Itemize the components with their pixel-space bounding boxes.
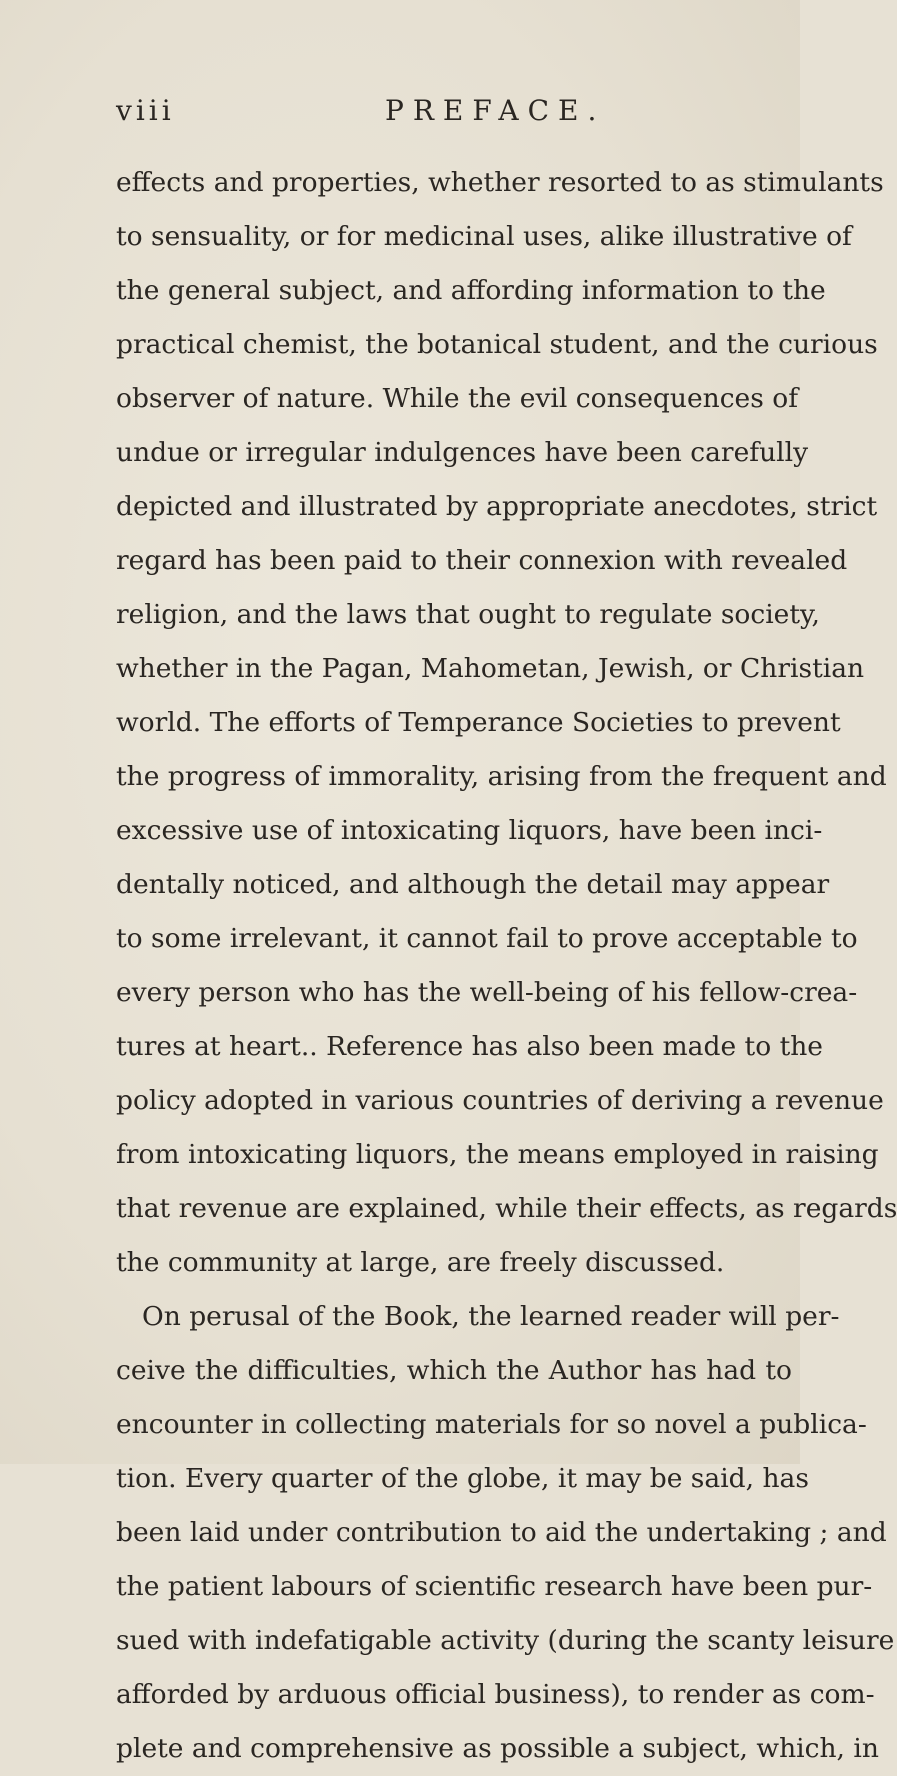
paragraph-start-line: On perusal of the Book, the learned reader will per- [142,1301,840,1332]
text-line: every person who has the well-being of his fellow-crea- [116,977,858,1008]
text-line: to sensuality, or for medicinal uses, alike illustrative of [116,221,852,252]
text-line: that revenue are explained, while their effects, as regards [116,1193,897,1224]
text-line: dentally noticed, and although the detail may appear [116,869,830,900]
text-line: ceive the difficulties, which the Author has had to [116,1355,792,1386]
text-line: whether in the Pagan, Mahometan, Jewish, or Christian [116,653,865,684]
text-line: effects and properties, whether resorted to as stimulants [116,167,884,198]
text-line: religion, and the laws that ought to regulate society, [116,599,820,630]
body-text [116,156,897,1776]
text-line: world. The efforts of Temperance Societies to prevent [116,707,841,738]
text-line: the general subject, and affording information to the [116,275,826,306]
text-line: sued with indefatigable activity (during the scanty leisure [116,1625,895,1656]
text-line: plete and comprehensive as possible a subject, which, in [116,1733,879,1764]
paragraph-end-line: the community at large, are freely discussed. [116,1247,725,1278]
text-line: excessive use of intoxicating liquors, have been inci- [116,815,823,846]
text-line: been laid under contribution to aid the undertaking ; and [116,1517,887,1548]
text-line: encounter in collecting materials for so novel a publica- [116,1409,867,1440]
text-line: depicted and illustrated by appropriate anecdotes, strict [116,491,878,522]
text-line: from intoxicating liquors, the means employed in raising [116,1139,879,1170]
text-line: afforded by arduous official business), to render as com- [116,1679,875,1710]
text-line: regard has been paid to their connexion with revealed [116,545,848,576]
text-line: tures at heart.. Reference has also been made to the [116,1031,823,1062]
text-line: the patient labours of scientific research have been pur- [116,1571,873,1602]
text-line: observer of nature. While the evil consequences of [116,383,799,414]
text-line: undue or irregular indulgences have been carefully [116,437,809,468]
text-line: the progress of immorality, arising from the frequent and [116,761,887,792]
page-number: viii [116,94,175,127]
running-head: PREFACE. [385,94,606,127]
text-line: practical chemist, the botanical student, and the curious [116,329,878,360]
text-line: policy adopted in various countries of deriving a revenue [116,1085,884,1116]
text-line: tion. Every quarter of the globe, it may be said, has [116,1463,809,1494]
text-line: to some irrelevant, it cannot fail to prove acceptable to [116,923,858,954]
page-header [116,94,796,134]
